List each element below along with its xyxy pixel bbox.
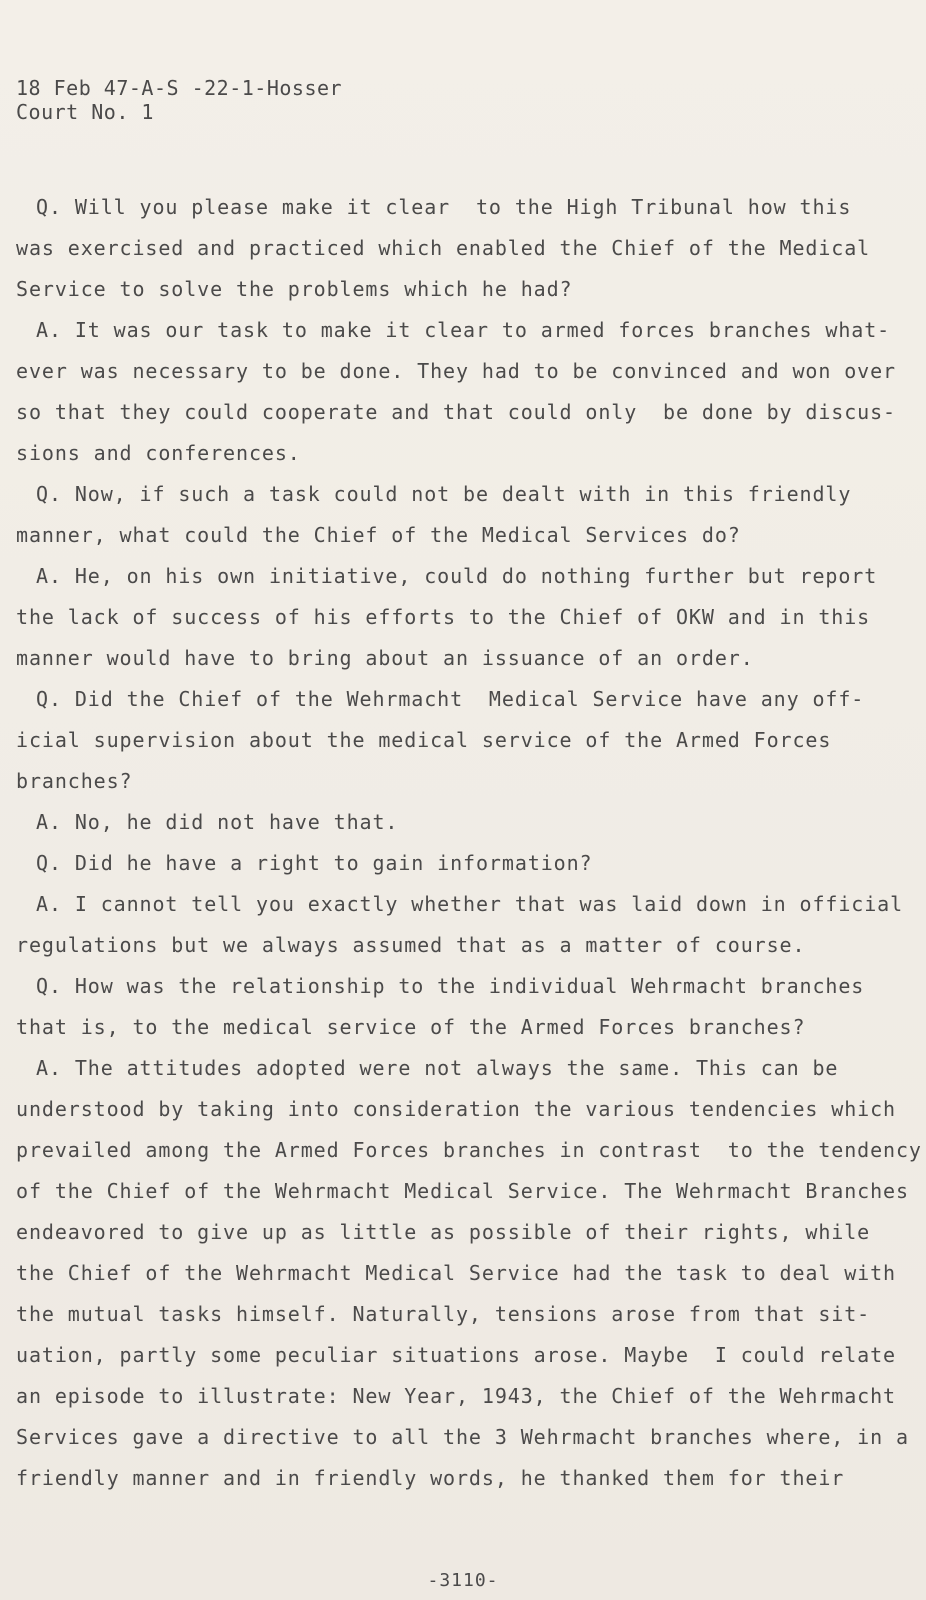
transcript-line: uation, partly some peculiar situations arose. Maybe I could relate <box>16 1343 896 1367</box>
transcript-line: icial supervision about the medical service of the Armed Forces <box>16 728 832 752</box>
transcript-line: sions and conferences. <box>16 441 301 465</box>
transcript-line: the lack of success of his efforts to the Chief of OKW and in this <box>16 605 871 629</box>
transcript-line: endeavored to give up as little as possible of their rights, while <box>16 1220 871 1244</box>
transcript-line: was exercised and practiced which enabled the Chief of the Medical <box>16 236 871 260</box>
transcript-line: an episode to illustrate: New Year, 1943, the Chief of the Wehrmacht <box>16 1384 896 1408</box>
transcript-line: A. He, on his own initiative, could do nothing further but report <box>36 564 878 588</box>
transcript-line: Q. Now, if such a task could not be dealt with in this friendly <box>36 482 852 506</box>
transcript-line: branches? <box>16 769 133 793</box>
document-header <box>16 76 342 124</box>
transcript-line: understood by taking into consideration the various tendencies which <box>16 1097 896 1121</box>
transcript-line: friendly manner and in friendly words, he thanked them for their <box>16 1466 845 1490</box>
transcript-line: A. I cannot tell you exactly whether that was laid down in official <box>36 892 904 916</box>
transcript-line: manner, what could the Chief of the Medical Services do? <box>16 523 741 547</box>
transcript-line: prevailed among the Armed Forces branches in contrast to the tendency <box>16 1138 922 1162</box>
page-number: -3110- <box>427 1570 499 1591</box>
transcript-line: Q. How was the relationship to the individual Wehrmacht branches <box>36 974 865 998</box>
transcript-line: regulations but we always assumed that as a matter of course. <box>16 933 806 957</box>
header-date-line: 18 Feb 47-A-S -22-1-Hosser <box>16 76 343 100</box>
transcript-line: A. It was our task to make it clear to armed forces branches what- <box>36 318 891 342</box>
header-court-line: Court No. 1 <box>16 100 154 124</box>
transcript-line: manner would have to bring about an issuance of an order. <box>16 646 754 670</box>
transcript-line: of the Chief of the Wehrmacht Medical Service. The Wehrmacht Branches <box>16 1179 909 1203</box>
transcript-line: Services gave a directive to all the 3 Wehrmacht branches where, in a <box>16 1425 909 1449</box>
transcript-line: A. The attitudes adopted were not always the same. This can be <box>36 1056 839 1080</box>
transcript-body <box>16 187 922 1499</box>
transcript-line: the mutual tasks himself. Naturally, tensions arose from that sit- <box>16 1302 871 1326</box>
transcript-line: A. No, he did not have that. <box>36 810 399 834</box>
transcript-line: Q. Did the Chief of the Wehrmacht Medical Service have any off- <box>36 687 865 711</box>
transcript-line: ever was necessary to be done. They had to be convinced and won over <box>16 359 896 383</box>
transcript-line: the Chief of the Wehrmacht Medical Service had the task to deal with <box>16 1261 896 1285</box>
transcript-line: so that they could cooperate and that could only be done by discus- <box>16 400 896 424</box>
transcript-line: Q. Did he have a right to gain information? <box>36 851 593 875</box>
transcript-line: Q. Will you please make it clear to the High Tribunal how this <box>36 195 852 219</box>
transcript-line: that is, to the medical service of the Armed Forces branches? <box>16 1015 806 1039</box>
transcript-line: Service to solve the problems which he had? <box>16 277 573 301</box>
